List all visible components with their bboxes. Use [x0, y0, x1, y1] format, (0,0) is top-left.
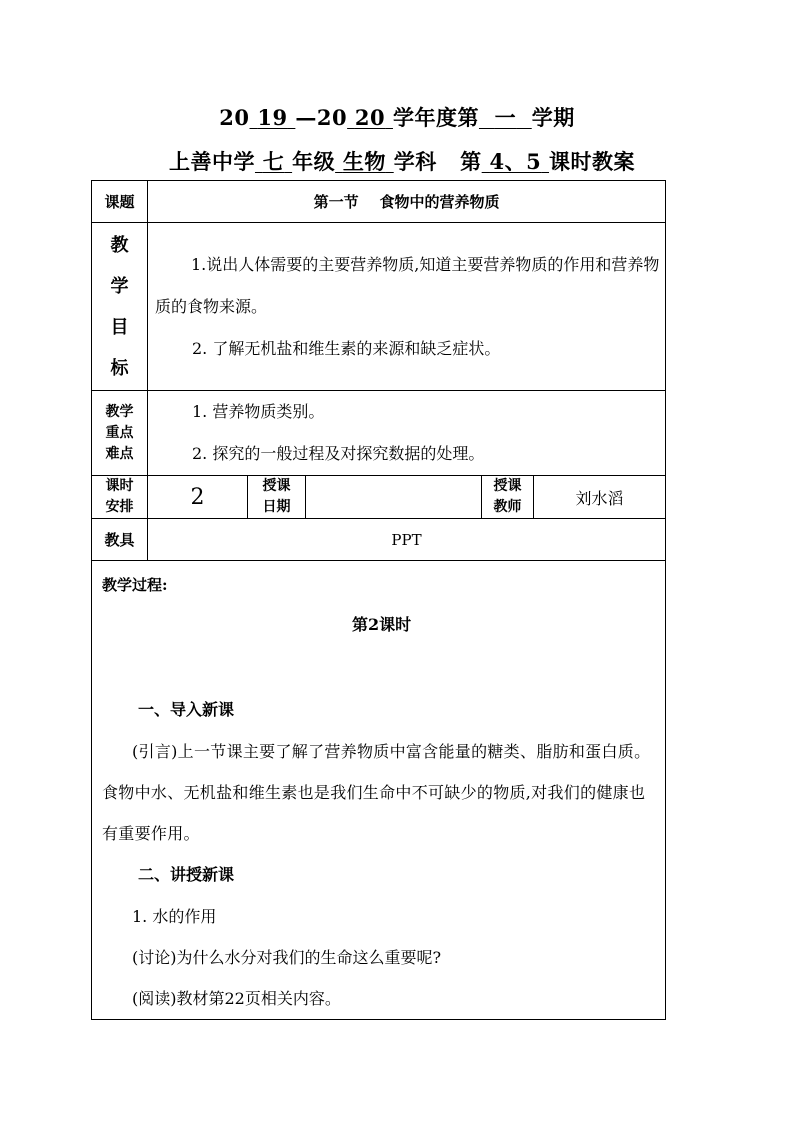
- document-title-year: [0, 102, 794, 132]
- year-start-prefix: 20: [219, 105, 250, 130]
- objectives-label-char: 学: [110, 275, 129, 297]
- document-title-lesson: [92, 146, 712, 176]
- teacher-label-line: 授课: [493, 478, 522, 494]
- semester-blank: [479, 105, 532, 130]
- date-label-line: 授课: [262, 478, 291, 494]
- year-start-blank: [250, 105, 296, 130]
- subsection-item: 1. 水的作用: [132, 907, 217, 926]
- grade-value: 七: [262, 149, 285, 174]
- hours-label-line: 安排: [105, 499, 134, 515]
- year-dash: —: [295, 105, 317, 130]
- discussion-text: (讨论)为什么水分对我们的生命这么重要呢?: [132, 948, 442, 967]
- topic-row: [92, 181, 666, 223]
- objectives-label: [92, 223, 148, 391]
- hours-label-line: 课时: [105, 478, 134, 494]
- section-paragraph: (引言)上一节课主要了解了营养物质中富含能量的糖类、脂肪和蛋白质。食物中水、无机盐和维生素也是我们生命中不可缺少的物质,对我们的健康也有重要作用。: [102, 742, 651, 843]
- key-label-line: 难点: [105, 445, 134, 462]
- key-points-row: [92, 391, 666, 476]
- process-content: [92, 561, 666, 1020]
- tools-label: 教具: [92, 519, 148, 561]
- teacher-label-line: 教师: [493, 499, 522, 515]
- lesson-plan-table: [91, 180, 666, 1020]
- objectives-label-char: 教: [110, 234, 129, 256]
- topic-text: 第一节 食物中的营养物质: [313, 193, 500, 211]
- process-heading: 教学过程:: [102, 576, 168, 594]
- grade-label: 年级: [292, 149, 336, 174]
- section-title: 二、讲授新课: [138, 865, 235, 884]
- teacher-value: 刘水滔: [534, 476, 666, 519]
- date-label-line: 日期: [262, 499, 291, 515]
- spacer: [102, 637, 661, 689]
- hours-label: [92, 476, 148, 519]
- lesson-blank: [482, 149, 549, 174]
- objectives-label-char: 标: [110, 357, 129, 379]
- date-value: [306, 476, 482, 519]
- objective-item: 2. 了解无机盐和维生素的来源和缺乏症状。: [192, 338, 501, 358]
- semester-value: 一: [494, 105, 517, 130]
- lesson-label: 课时教案: [549, 149, 636, 174]
- year-start-value: 19: [257, 105, 288, 130]
- section-title: 一、导入新课: [138, 700, 235, 719]
- lesson-number: 第2课时: [351, 615, 412, 634]
- semester-label: 学期: [531, 105, 575, 130]
- schedule-row: [92, 476, 666, 519]
- date-label: [248, 476, 306, 519]
- key-label-line: 教学: [105, 403, 134, 420]
- objective-item: 1.说出人体需要的主要营养物质,知道主要营养物质的作用和营养物质的食物来源。: [155, 254, 660, 316]
- reading-text: (阅读)教材第22页相关内容。: [132, 989, 341, 1008]
- key-points-label: [92, 391, 148, 476]
- tools-row: [92, 519, 666, 561]
- subject-label: 学科: [393, 149, 437, 174]
- objectives-content: [148, 223, 666, 391]
- school-name: 上善中学: [168, 149, 255, 174]
- tools-value: PPT: [148, 519, 666, 561]
- key-label-line: 重点: [105, 424, 134, 441]
- process-row: [92, 561, 666, 1020]
- lesson-prefix: 第: [460, 149, 482, 174]
- year-end-value: 20: [354, 105, 386, 130]
- objectives-label-char: 目: [110, 316, 129, 338]
- hours-value: 2: [148, 476, 248, 519]
- year-label: 学年度第: [392, 105, 479, 130]
- topic-label: 课题: [92, 181, 148, 223]
- subject-blank: [335, 149, 394, 174]
- teacher-label: [482, 476, 534, 519]
- lesson-value: 4、5: [489, 149, 542, 174]
- grade-blank: [255, 149, 292, 174]
- subject-value: 生物: [342, 149, 386, 174]
- key-points-content: [148, 391, 666, 476]
- year-end-blank: [347, 105, 393, 130]
- key-point-item: 1. 营养物质类别。: [192, 402, 325, 421]
- year-end-prefix: 20: [316, 105, 348, 130]
- objectives-row: [92, 223, 666, 391]
- topic-value: [148, 181, 666, 223]
- key-point-item: 2. 探究的一般过程及对探究数据的处理。: [192, 444, 485, 463]
